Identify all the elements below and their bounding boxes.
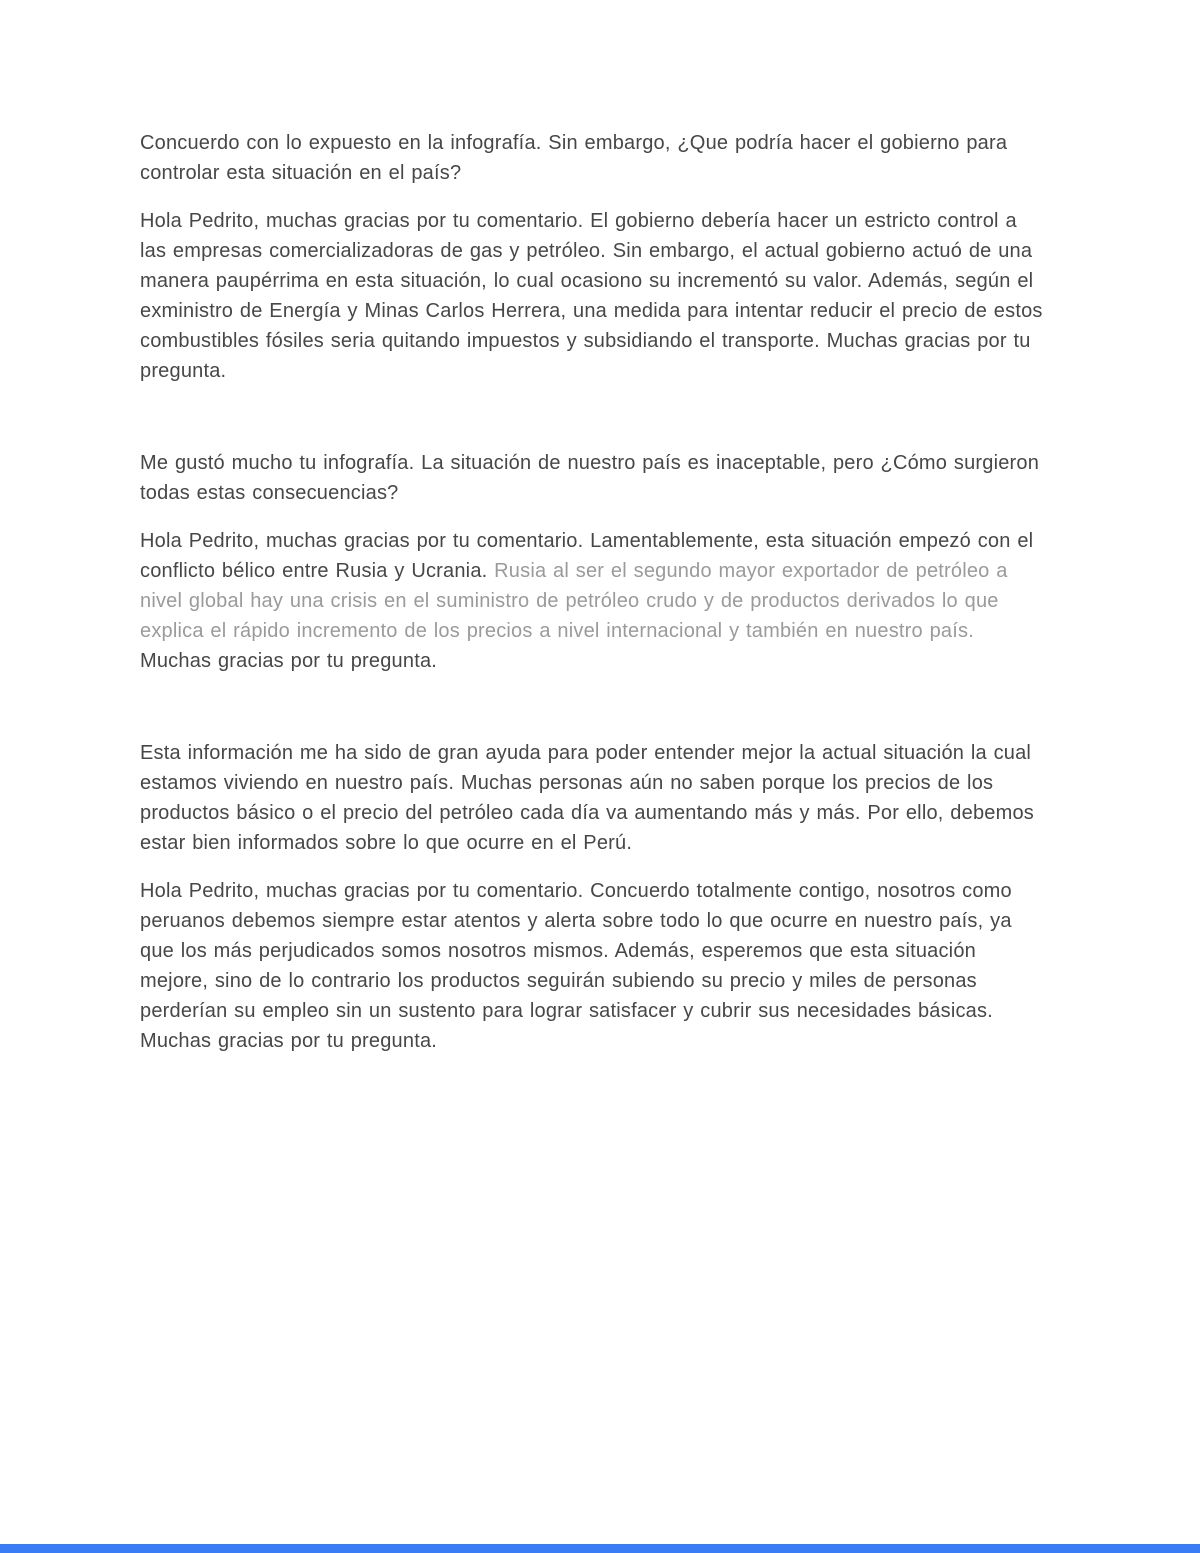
text-segment: Muchas gracias por tu pregunta. [140, 650, 438, 672]
text-segment: Me gustó mucho tu infografía. La situación de nuestro país es inaceptable, pero ¿Cómo surgieron todas estas consecuencias? [140, 452, 1040, 504]
document-body [140, 128, 1045, 1074]
text-segment: Hola Pedrito, muchas gracias por tu comentario. Lamentablemente, esta situación empezó con el conflicto bélico entre Rusia y Ucrania. [140, 530, 1034, 582]
comment-3-answer [140, 876, 1045, 1056]
bottom-scrollbar[interactable] [0, 1544, 1200, 1553]
comment-2-answer [140, 526, 1045, 676]
comment-1-answer [140, 206, 1045, 386]
text-segment: Hola Pedrito, muchas gracias por tu comentario. El gobierno debería hacer un estricto control a las empresas comercializadoras de gas y petróleo. Sin embargo, el actual gobierno actuó de una manera paupérrima en esta situación, lo cual ocasiono su incrementó su valor. Además, según el exministro de Energía y Minas Carlos Herrera, una medida para intentar reducir el precio de estos combustibles fósiles seria quitando impuestos y subsidiando el transporte. Muchas gracias por tu pregunta. [140, 210, 1043, 382]
comment-1-question [140, 128, 1045, 188]
text-segment: Hola Pedrito, muchas gracias por tu comentario. Concuerdo totalmente contigo, nosotros como peruanos debemos siempre estar atentos y alerta sobre todo lo que ocurre en nuestro país, ya que los más perjudicados somos nosotros mismos. Además, esperemos que esta situación mejore, sino de lo contrario los productos seguirán subiendo su precio y miles de personas perderían su empleo sin un sustento para lograr satisfacer y cubrir sus necesidades básicas. Muchas gracias por tu pregunta. [140, 880, 1012, 1052]
text-segment: Esta información me ha sido de gran ayuda para poder entender mejor la actual situación la cual estamos viviendo en nuestro país. Muchas personas aún no saben porque los precios de los productos básico o el precio del petróleo cada día va aumentando más y más. Por ello, debemos estar bien informados sobre lo que ocurre en el Perú. [140, 742, 1034, 854]
text-segment: Rusia al ser el segundo mayor exportador de petróleo a nivel global hay una crisis en el suministro de petróleo crudo y de productos derivados lo que explica el rápido incremento de los precios a nivel internacional y también en nuestro país. [140, 560, 1008, 642]
text-segment: Concuerdo con lo expuesto en la infografía. Sin embargo, ¿Que podría hacer el gobierno para controlar esta situación en el país? [140, 132, 1008, 184]
comment-3-question [140, 738, 1045, 858]
comment-2-question [140, 448, 1045, 508]
